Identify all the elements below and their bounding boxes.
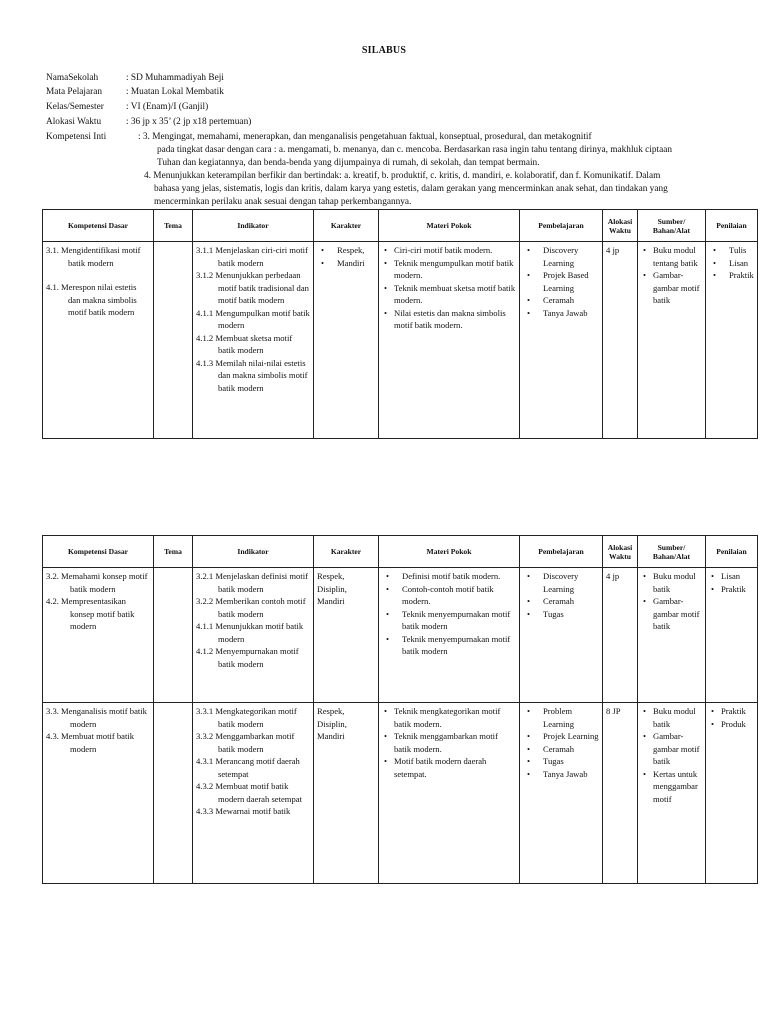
cell-indikator [193, 568, 314, 703]
pembelajaran-item: • Tugas [543, 608, 599, 621]
cell-karakter: Respek, Disiplin, Mandiri [314, 568, 379, 703]
pembelajaran-item: • Problem Learning [543, 705, 599, 730]
cell-tema [154, 568, 193, 703]
ki-label: Kompetensi Inti [46, 132, 107, 142]
table-header-row [43, 210, 758, 242]
indikator-item: 4.1.1 Mengumpulkan motif batik modern [196, 307, 310, 330]
info-value: : Muatan Lokal Membatik [126, 87, 224, 97]
cell-pembelajaran [520, 242, 603, 439]
page-title: SILABUS [361, 45, 407, 56]
cell-indikator [193, 703, 314, 884]
pembelajaran-item: • Discovery Learning [543, 570, 599, 595]
header-alokasi: Alokasi Waktu [603, 210, 638, 242]
cell-kd [43, 703, 154, 884]
ki4-line3: mencerminkan perilaku anak sesuai dengan tahap perkembangannya. [154, 197, 412, 207]
karakter-item: • Mandiri [337, 257, 375, 270]
cell-sumber [638, 242, 706, 439]
header-penilaian: Penilaian [706, 536, 758, 568]
cell-materi [379, 703, 520, 884]
pembelajaran-item: • Tugas [543, 755, 599, 768]
header-sumber: Sumber/ Bahan/Alat [638, 536, 706, 568]
materi-item: • Teknik membuat sketsa motif batik modern. [394, 282, 516, 307]
pembelajaran-item: • Tanya Jawab [543, 768, 599, 781]
penilaian-item: • Produk [721, 718, 754, 731]
header-penilaian: Penilaian [706, 210, 758, 242]
penilaian-item: • Praktik [729, 269, 754, 282]
header-materi: Materi Pokok [379, 210, 520, 242]
materi-item: • Definisi motif batik modern. [402, 570, 516, 583]
cell-penilaian [706, 568, 758, 703]
cell-kd [43, 568, 154, 703]
ki4-line2: bahasa yang jelas, sistematis, logis dan kritis, dalam karya yang estetis, dalam gerakan yang mencerminkan anak sehat, dan tindakan yang [154, 184, 668, 194]
cell-penilaian [706, 703, 758, 884]
header-karakter: Karakter [314, 210, 379, 242]
indikator-item: 4.1.3 Memilah nilai-nilai estetis dan makna simbolis motif batik modern [196, 357, 308, 393]
kd-item: 3.2. Memahami konsep motif batik modern [46, 571, 148, 594]
info-value: : SD Muhammadiyah Beji [126, 73, 224, 83]
sumber-item: • Buku modul batik [653, 705, 702, 730]
pembelajaran-item: • Discovery Learning [543, 244, 599, 269]
materi-item: • Teknik menyempurnakan motif batik modern [402, 608, 516, 633]
sumber-item: • Gambar-gambar motif batik [653, 269, 702, 307]
cell-penilaian [706, 242, 758, 439]
indikator-item: 3.2.2 Memberikan contoh motif batik modern [196, 596, 306, 619]
pembelajaran-item: • Tanya Jawab [543, 307, 599, 320]
penilaian-item: • Praktik [721, 705, 754, 718]
materi-item: • Teknik menggambarkan motif batik modern. [394, 730, 516, 755]
table-row [43, 242, 758, 439]
header-tema: Tema [154, 210, 193, 242]
cell-materi [379, 568, 520, 703]
kd-item: 4.3. Membuat motif batik modern [46, 731, 135, 754]
info-value: : VI (Enam)/I (Ganjil) [126, 102, 209, 112]
indikator-item: 3.1.2 Menunjukkan perbedaan motif batik tradisional dan motif batik modern [196, 270, 309, 305]
info-label: Mata Pelajaran [46, 87, 103, 97]
cell-tema [154, 242, 193, 439]
header-pembelajaran: Pembelajaran [520, 536, 603, 568]
penilaian-item: • Praktik [721, 583, 754, 596]
kd-item: 3.3. Menganalisis motif batik modern [46, 706, 147, 729]
info-label: Alokasi Waktu [46, 117, 102, 127]
penilaian-item: • Tulis [729, 244, 754, 257]
sumber-item: • Buku modul tentang batik [653, 244, 702, 269]
cell-materi [379, 242, 520, 439]
header-karakter: Karakter [314, 536, 379, 568]
header-tema: Tema [154, 536, 193, 568]
indikator-item: 3.3.1 Mengkategorikan motif batik modern [196, 706, 297, 729]
cell-pembelajaran [520, 568, 603, 703]
sumber-item: • Buku modul batik [653, 570, 702, 595]
cell-alokasi: 4 jp [603, 568, 638, 703]
info-label: Kelas/Semester [46, 102, 104, 112]
pembelajaran-item: • Projek Learning [543, 730, 599, 743]
indikator-item: 4.3.1 Merancang motif daerah setempat [196, 756, 300, 779]
penilaian-item: • Lisan [729, 257, 754, 270]
materi-item: • Ciri-ciri motif batik modern. [394, 244, 516, 257]
header-sumber: Sumber/ Bahan/Alat [638, 210, 706, 242]
header-pembelajaran: Pembelajaran [520, 210, 603, 242]
indikator-item: 4.3.3 Mewarnai motif batik [196, 806, 291, 816]
indikator-item: 3.2.1 Menjelaskan definisi motif batik modern [196, 571, 308, 594]
indikator-item: 4.1.1 Menunjukkan motif batik modern [196, 621, 304, 644]
table-header-row [43, 536, 758, 568]
kd-item: 4.1. Merespon nilai estetis dan makna simbolis motif batik modern [46, 282, 137, 317]
kd-item: 4.2. Mempresentasikan konsep motif batik modern [46, 596, 135, 631]
cell-tema [154, 703, 193, 884]
ki3-line3: Tuhan dan kegiatannya, dan benda-benda yang dijumpainya di rumah, di sekolah, dan tempat bermain. [157, 158, 540, 168]
header-alokasi: Alokasi Waktu [603, 536, 638, 568]
materi-item: • Contoh-contoh motif batik modern. [402, 583, 516, 608]
indikator-item: 3.3.2 Menggambarkan motif batik modern [196, 731, 295, 754]
materi-item: • Nilai estetis dan makna simbolis motif batik modern. [394, 307, 516, 332]
indikator-item: 3.1.1 Menjelaskan ciri-ciri motif batik modern [196, 245, 308, 268]
pembelajaran-item: • Ceramah [543, 743, 599, 756]
karakter-item: • Respek, [337, 244, 375, 257]
cell-alokasi: 8 JP [603, 703, 638, 884]
info-label: NamaSekolah [46, 73, 99, 83]
header-materi: Materi Pokok [379, 536, 520, 568]
cell-sumber [638, 568, 706, 703]
sumber-item: • Kertas untuk menggambar motif [653, 768, 702, 806]
pembelajaran-item: • Projek Based Learning [543, 269, 599, 294]
cell-karakter [314, 242, 379, 439]
indikator-item: 4.3.2 Membuat motif batik modern daerah setempat [196, 781, 302, 804]
cell-pembelajaran [520, 703, 603, 884]
ki3-line2: pada tingkat dasar dengan cara : a. mengamati, b. menanya, dan c. mencoba. Berdasarkan rasa ingin tahu tentang dirinya, makhluk ciptaan [157, 145, 673, 155]
materi-item: • Teknik menyempurnakan motif batik modern [402, 633, 516, 658]
header-kd: Kompetensi Dasar [43, 210, 154, 242]
cell-alokasi: 4 jp [603, 242, 638, 439]
materi-item: • Teknik mengkategorikan motif batik modern. [394, 705, 516, 730]
materi-item: • Teknik mengumpulkan motif batik modern. [394, 257, 516, 282]
header-indikator: Indikator [193, 210, 314, 242]
cell-kd [43, 242, 154, 439]
table-row [43, 568, 758, 703]
cell-indikator [193, 242, 314, 439]
syllabus-table-1 [42, 209, 758, 439]
info-value: : 36 jp x 35’ (2 jp x18 pertemuan) [126, 117, 252, 127]
header-kd: Kompetensi Dasar [43, 536, 154, 568]
table-row [43, 703, 758, 884]
ki4-line1: 4. Menunjukkan keterampilan berfikir dan bertindak: a. kreatif, b. produktif, c. kritis, d. mandiri, e. kolaboratif, dan f. Komunikatif. Dalam [144, 171, 661, 181]
cell-karakter: Respek, Disiplin, Mandiri [314, 703, 379, 884]
kd-item: 3.1. Mengidentifikasi motif batik modern [46, 245, 141, 268]
sumber-item: • Gambar-gambar motif batik [653, 595, 702, 633]
pembelajaran-item: • Ceramah [543, 294, 599, 307]
sumber-item: • Gambar-gambar motif batik [653, 730, 702, 768]
pembelajaran-item: • Ceramah [543, 595, 599, 608]
cell-sumber [638, 703, 706, 884]
header-indikator: Indikator [193, 536, 314, 568]
syllabus-table-2 [42, 535, 758, 884]
ki3-line1: : 3. Mengingat, memahami, menerapkan, dan menganalisis pengetahuan faktual, konseptual, prosedural, dan metakognitif [138, 132, 592, 142]
penilaian-item: • Lisan [721, 570, 754, 583]
indikator-item: 4.1.2 Menyempurnakan motif batik modern [196, 646, 299, 669]
materi-item: • Motif batik modern daerah setempat. [394, 755, 516, 780]
indikator-item: 4.1.2 Membuat sketsa motif batik modern [196, 332, 293, 355]
